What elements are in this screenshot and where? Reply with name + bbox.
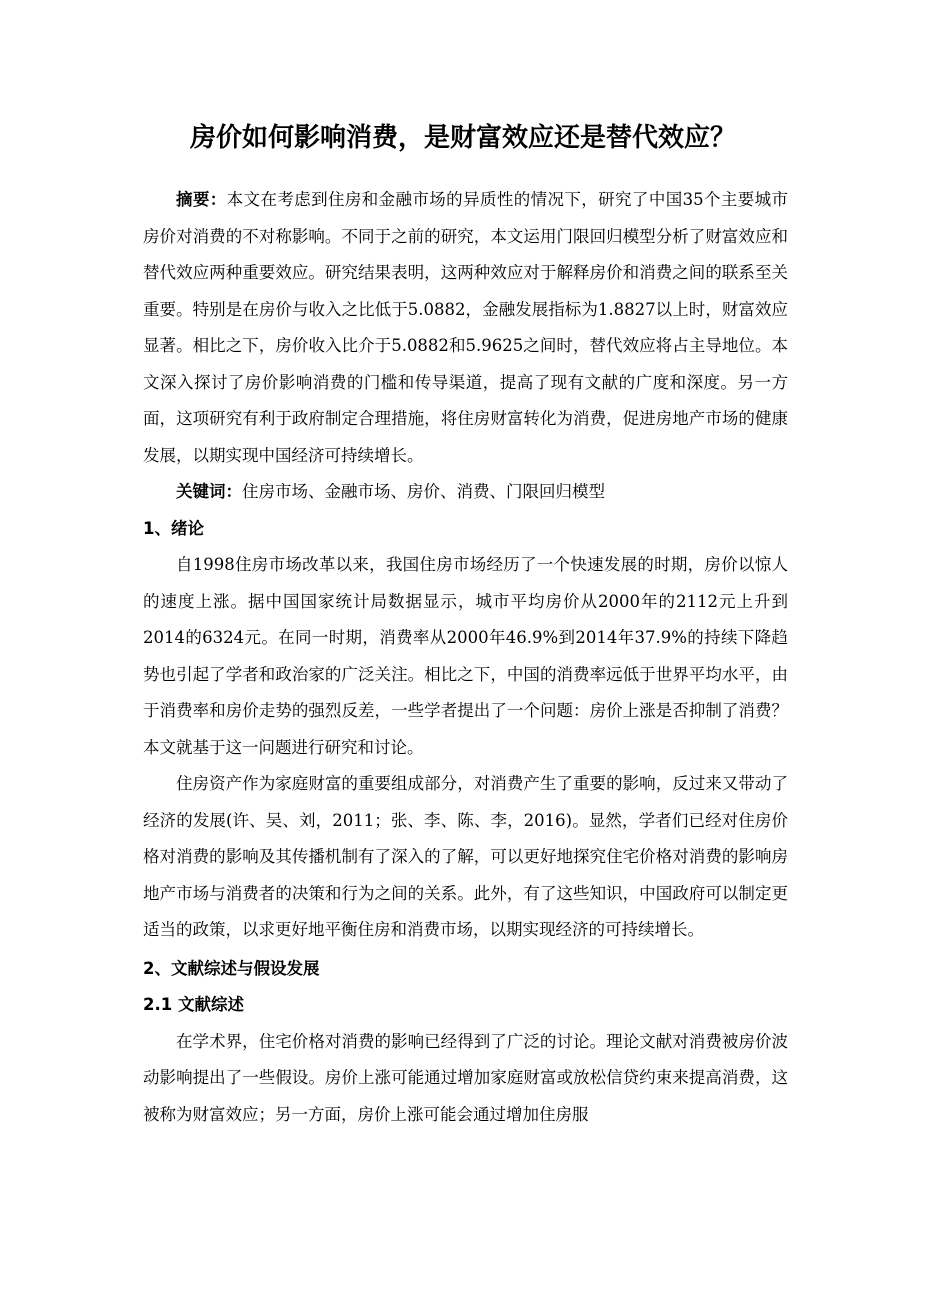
paper-title: 房价如何影响消费，是财富效应还是替代效应？ [189,123,736,153]
keywords-text: 住房市场、金融市场、房价、消费、门限回归模型 [242,482,605,501]
introduction-paragraph-1: 自1998住房市场改革以来，我国住房市场经历了一个快速发展的时期，房价以惊人的速度上涨。据中国国家统计局数据显示，城市平均房价从2000年的2112元上升到2014的6324元。在同一时期，消费率从2000年46.9%到2014年37.9%的持续下降趋势也引起了学者和政治家的广泛关注。相比之下，中国的消费率远低于世界平均水平，由于消费率和房价走势的强烈反差，一些学者提出了一个问题：房价上涨是否抑制了消费？本文就基于这一问题进行研究和讨论。 [143,555,788,757]
subsection-heading-literature-review: 2.1 文献综述 [143,995,244,1014]
abstract-text: 本文在考虑到住房和金融市场的异质性的情况下，研究了中国35个主要城市房价对消费的不对称影响。不同于之前的研究，本文运用门限回归模型分析了财富效应和替代效应两种重要效应。研究结果表明，这两种效应对于解释房价和消费之间的联系至关重要。特别是在房价与收入之比低于5.0882，金融发展指标为1.8827以上时，财富效应显著。相比之下，房价收入比介于5.0882和5.9625之间时，替代效应将占主导地位。本文深入探讨了房价影响消费的门槛和传导渠道，提高了现有文献的广度和深度。另一方面，这项研究有利于政府制定合理措施，将住房财富转化为消费，促进房地产市场的健康发展，以期实现中国经济可持续增长。 [143,190,789,465]
literature-paragraph-1: 在学术界，住宅价格对消费的影响已经得到了广泛的讨论。理论文献对消费被房价波动影响提出了一些假设。房价上涨可能通过增加家庭财富或放松信贷约束来提高消费，这被称为财富效应；另一方面，房价上涨可能会通过增加住房服 [143,1031,788,1124]
section-heading-introduction: 1、绪论 [143,518,204,538]
keywords-paragraph [143,474,788,511]
abstract-label: 摘要： [176,190,227,209]
keywords-label: 关键词： [176,482,242,501]
abstract-paragraph [143,182,788,474]
paper-body [143,182,788,1133]
introduction-paragraph-2: 住房资产作为家庭财富的重要组成部分，对消费产生了重要的影响，反过来又带动了经济的发展(许、吴、刘，2011；张、李、陈、李，2016)。显然，学者们已经对住房价格对消费的影响及其传播机制有了深入的了解，可以更好地探究住宅价格对消费的影响房地产市场与消费者的决策和行为之间的关系。此外，有了这些知识，中国政府可以制定更适当的政策，以求更好地平衡住房和消费市场，以期实现经济的可持续增长。 [143,774,788,939]
section-heading-literature: 2、文献综述与假设发展 [143,958,320,978]
